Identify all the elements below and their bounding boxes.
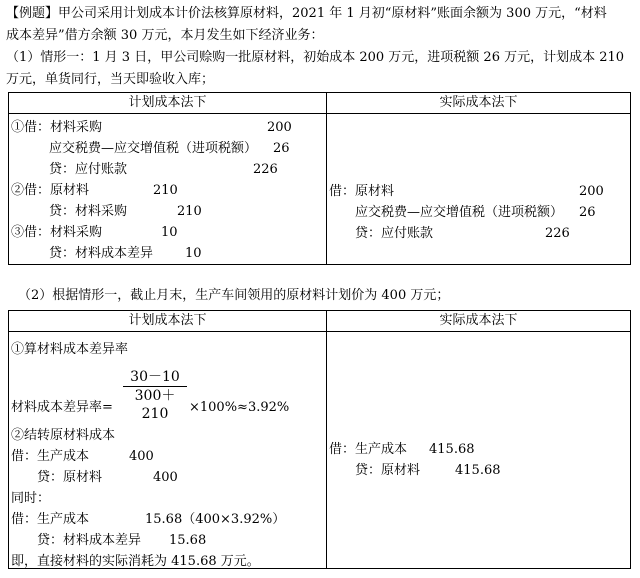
t2-formula-label: 材料成本差异率= (11, 400, 113, 415)
t1-r2-amount: 26 (579, 205, 596, 220)
t2-r1-label: 借：生产成本 (329, 442, 408, 457)
intro-line-2: 成本差异”借方余额 30 万元，本月发生如下经济业务： (6, 28, 324, 43)
t2-conclusion: 即，直接材料的实际消耗为 415.68 万元。 (11, 554, 260, 569)
t2-formula-denominator: 300＋210 (134, 388, 176, 422)
table1-actual-cell (327, 114, 631, 265)
t2-formula-fraction (123, 368, 187, 423)
t1-l5-amount: 210 (177, 204, 202, 219)
t2-formula-numerator: 30－10 (123, 368, 187, 387)
table1-header-planned: 计划成本法下 (9, 93, 327, 114)
intro-line-4: 万元，单货同行，当天即验收入库； (6, 72, 215, 87)
intro-line-3: （1）情形一：1 月 3 日，甲公司赊购一批原材料，初始成本 200 万元，进项税额 26 万元，计划成本 210 (6, 50, 625, 65)
t2-r2-label: 贷：原材料 (355, 463, 421, 478)
t2-r2-amount: 415.68 (455, 463, 501, 478)
t1-l7-amount: 10 (185, 246, 202, 261)
t1-l6-label: ③借：材料采购 (11, 225, 103, 240)
intro-line-1: 【例题】甲公司采用计划成本计价法核算原材料，2021 年 1 月初“原材料”账面余额为 300 万元，“材料 (6, 6, 607, 21)
t2-e3-amount: 15.68（400×3.92%） (145, 512, 286, 527)
table1-header-actual: 实际成本法下 (327, 93, 631, 114)
journal-table-2 (8, 310, 631, 569)
t1-l5-label: 贷：材料采购 (49, 204, 128, 219)
table2-header-actual: 实际成本法下 (327, 311, 631, 332)
t1-l2-amount: 26 (273, 141, 290, 156)
t2-r1-amount: 415.68 (429, 442, 475, 457)
t1-r1-amount: 200 (579, 184, 604, 199)
t2-e1-label: 借：生产成本 (11, 449, 90, 464)
t1-l7-label: 贷：材料成本差异 (49, 246, 154, 261)
journal-table-1 (8, 92, 631, 265)
t2-e4-amount: 15.68 (169, 533, 207, 548)
t1-l2-label: 应交税费—应交增值税（进项税额） (49, 141, 258, 156)
table2-actual-cell (327, 332, 631, 569)
t2-e3-label: 借：生产成本 (11, 512, 90, 527)
t1-l4-amount: 210 (153, 183, 178, 198)
t1-l1-amount: 200 (267, 120, 292, 135)
t1-l1-label: ①借：材料采购 (11, 120, 103, 135)
table2-planned-cell (9, 332, 327, 569)
t1-r1-label: 借：原材料 (329, 184, 395, 199)
t2-step2: ②结转原材料成本 (11, 428, 116, 443)
t2-formula-tail: ×100%≈3.92% (189, 400, 290, 415)
t1-r3-label: 贷：应付账款 (355, 226, 434, 241)
t2-step1: ①算材料成本差异率 (11, 342, 129, 357)
table1-planned-cell (9, 114, 327, 265)
t2-e2-amount: 400 (153, 470, 178, 485)
t1-l3-label: 贷：应付账款 (49, 162, 128, 177)
t2-e2-label: 贷：原材料 (37, 470, 103, 485)
table2-header-planned: 计划成本法下 (9, 311, 327, 332)
t2-e4-label: 贷：材料成本差异 (37, 533, 142, 548)
t1-r3-amount: 226 (545, 226, 570, 241)
t1-l4-label: ②借：原材料 (11, 183, 90, 198)
t1-r2-label: 应交税费—应交增值税（进项税额） (355, 205, 564, 220)
t2-e1-amount: 400 (129, 449, 154, 464)
t1-l3-amount: 226 (253, 162, 278, 177)
section-2-text: （2）根据情形一，截止月末，生产车间领用的原材料计划价为 400 万元； (18, 288, 450, 303)
t2-same-time: 同时： (11, 491, 51, 506)
t1-l6-amount: 10 (161, 225, 178, 240)
